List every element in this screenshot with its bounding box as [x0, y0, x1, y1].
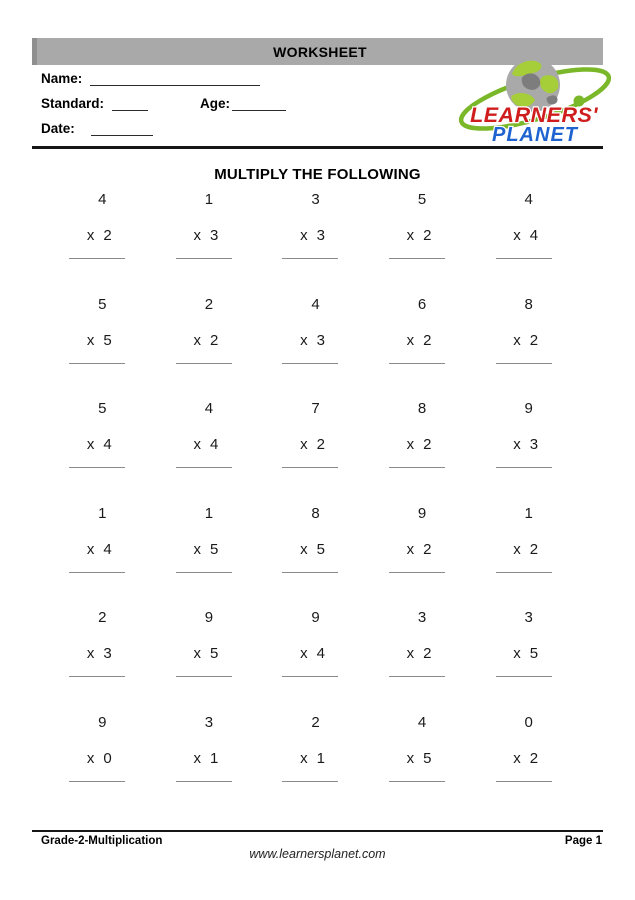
multiplicand: 7 — [311, 400, 320, 417]
multiplier-row — [407, 226, 432, 246]
multiplicand: 2 — [98, 609, 107, 626]
problem-cell — [364, 608, 471, 713]
multiplier-row — [87, 540, 112, 560]
multiplicand: 1 — [524, 504, 533, 522]
problem-cell — [257, 295, 364, 400]
multiplicand: 2 — [204, 295, 214, 313]
multiplier-row — [193, 749, 218, 769]
multiplier: 5 — [209, 645, 219, 662]
multiplicand: 3 — [524, 609, 533, 626]
problem-cell — [257, 504, 364, 609]
multiplier: 5 — [529, 645, 539, 662]
problem-cell — [470, 295, 577, 400]
answer-line — [389, 676, 445, 677]
multiplicand: 9 — [98, 713, 107, 731]
multiplier-row — [300, 226, 325, 246]
multiply-sign: x — [513, 645, 521, 662]
problem-cell — [151, 504, 258, 609]
age-label: Age: — [200, 96, 231, 111]
multiply-sign: x — [193, 645, 201, 662]
multiply-sign: x — [406, 749, 415, 767]
problem-cell — [470, 399, 577, 504]
answer-line — [282, 363, 338, 364]
multiply-sign: x — [193, 749, 201, 767]
multiplier: 3 — [316, 227, 325, 244]
age-blank-line — [232, 95, 286, 111]
multiplicand: 1 — [98, 504, 107, 522]
multiplicand: 8 — [524, 295, 533, 313]
multiply-sign: x — [300, 749, 308, 767]
multiplier-row — [300, 749, 325, 769]
standard-age-field-row — [41, 94, 286, 111]
multiplier: 2 — [423, 227, 432, 244]
multiplier: 2 — [529, 331, 539, 349]
answer-line — [69, 467, 125, 468]
multiplier: 4 — [103, 540, 112, 558]
multiplier-row — [407, 540, 432, 560]
answer-line — [176, 676, 232, 677]
answer-line — [389, 467, 445, 468]
answer-line — [282, 781, 338, 782]
multiply-sign: x — [86, 749, 95, 767]
answer-line — [176, 781, 232, 782]
footer-divider-rule — [32, 830, 603, 832]
multiplier-row — [513, 226, 538, 246]
name-blank-line — [90, 70, 260, 86]
answer-line — [389, 781, 445, 782]
multiplier: 4 — [103, 436, 112, 453]
worksheet-header-title: WORKSHEET — [273, 43, 367, 60]
multiplier: 5 — [209, 540, 219, 558]
multiply-sign: x — [406, 227, 415, 244]
multiplier: 2 — [209, 331, 219, 349]
multiplicand: 5 — [98, 295, 107, 313]
multiplier-row — [300, 540, 325, 560]
multiplicand: 9 — [524, 400, 533, 417]
multiply-sign: x — [193, 436, 201, 453]
multiply-sign: x — [193, 540, 201, 558]
standard-blank-line — [112, 95, 148, 111]
problem-cell — [364, 504, 471, 609]
answer-line — [282, 467, 338, 468]
answer-line — [389, 572, 445, 573]
problem-cell — [44, 399, 151, 504]
multiplier-row — [407, 749, 432, 769]
multiplicand: 3 — [311, 191, 320, 208]
problem-cell — [44, 295, 151, 400]
multiplicand: 4 — [311, 295, 320, 313]
multiplier: 3 — [529, 436, 539, 453]
answer-line — [496, 363, 552, 364]
multiplier: 2 — [423, 331, 432, 349]
multiply-sign: x — [86, 540, 95, 558]
multiplicand: 5 — [98, 400, 107, 417]
multiply-sign: x — [193, 331, 201, 349]
answer-line — [176, 363, 232, 364]
answer-line — [176, 572, 232, 573]
multiply-sign: x — [86, 645, 95, 662]
multiplier: 2 — [423, 436, 432, 453]
problem-cell — [470, 608, 577, 713]
multiplicand: 3 — [417, 609, 427, 626]
multiplier-row — [513, 540, 538, 560]
multiplicand: 4 — [98, 191, 107, 208]
multiplier: 5 — [423, 749, 432, 767]
multiplier: 2 — [316, 436, 325, 453]
date-field-row — [41, 119, 153, 136]
header-divider-rule — [32, 146, 603, 149]
multiplier-row — [87, 226, 112, 246]
problem-cell — [151, 295, 258, 400]
page-title: MULTIPLY THE FOLLOWING — [214, 166, 421, 183]
answer-line — [496, 781, 552, 782]
multiply-sign: x — [513, 331, 521, 349]
multiplicand: 9 — [204, 609, 214, 626]
multiplier-row — [87, 331, 112, 351]
problem-cell — [470, 713, 577, 818]
multiply-sign: x — [513, 436, 521, 453]
multiplicand: 1 — [204, 504, 214, 522]
answer-line — [496, 676, 552, 677]
problem-cell — [151, 399, 258, 504]
problem-cell — [257, 608, 364, 713]
multiplier: 2 — [103, 227, 112, 244]
learners-planet-logo — [455, 57, 615, 147]
multiplier: 2 — [423, 540, 432, 558]
multiplicand: 4 — [204, 400, 214, 417]
problem-cell — [470, 504, 577, 609]
answer-line — [389, 258, 445, 259]
answer-line — [69, 572, 125, 573]
multiply-sign: x — [300, 540, 308, 558]
multiplier-row — [193, 435, 218, 455]
multiplier-row — [513, 435, 538, 455]
multiply-sign: x — [513, 540, 521, 558]
problem-cell — [151, 190, 258, 295]
multiplicand: 8 — [311, 504, 320, 522]
multiplier-row — [407, 331, 432, 351]
multiplier: 0 — [103, 749, 112, 767]
multiply-sign: x — [86, 227, 95, 244]
answer-line — [282, 572, 338, 573]
multiplicand: 2 — [311, 713, 320, 731]
multiplicand: 9 — [417, 504, 427, 522]
multiplier: 3 — [103, 645, 112, 662]
problem-cell — [151, 713, 258, 818]
answer-line — [69, 363, 125, 364]
multiply-sign: x — [406, 331, 415, 349]
multiplier-row — [193, 540, 218, 560]
multiplier-row — [87, 644, 112, 664]
multiplier-row — [407, 435, 432, 455]
multiplier: 2 — [529, 749, 539, 767]
multiplier-row — [513, 331, 538, 351]
answer-line — [69, 781, 125, 782]
multiply-sign: x — [300, 436, 308, 453]
problem-cell — [44, 713, 151, 818]
multiplicand: 3 — [204, 713, 214, 731]
multiply-sign: x — [193, 227, 201, 244]
date-blank-line — [91, 120, 153, 136]
answer-line — [389, 363, 445, 364]
problem-cell — [44, 504, 151, 609]
problem-cell — [257, 190, 364, 295]
logo-text-planet: PLANET — [492, 124, 578, 146]
multiplicand: 6 — [417, 295, 427, 313]
problem-cell — [364, 190, 471, 295]
multiplier: 2 — [529, 540, 539, 558]
multiplier-row — [513, 749, 538, 769]
multiplier: 3 — [316, 331, 325, 349]
multiply-sign: x — [513, 749, 521, 767]
multiplier: 4 — [529, 227, 539, 244]
multiplier-row — [300, 644, 325, 664]
footer-website: www.learnersplanet.com — [249, 847, 386, 861]
multiply-sign: x — [300, 645, 308, 662]
multiplier: 1 — [316, 749, 325, 767]
multiply-sign: x — [406, 436, 415, 453]
multiply-sign: x — [86, 436, 95, 453]
multiplier: 4 — [316, 645, 325, 662]
multiplier-row — [193, 226, 218, 246]
answer-line — [176, 258, 232, 259]
problem-cell — [151, 608, 258, 713]
multiplier: 5 — [316, 540, 325, 558]
answer-line — [69, 258, 125, 259]
name-field-row — [41, 69, 260, 86]
multiplier-row — [193, 331, 218, 351]
problem-cell — [44, 608, 151, 713]
multiplicand: 0 — [524, 713, 533, 731]
multiplier: 5 — [103, 331, 112, 349]
multiplier-row — [407, 644, 432, 664]
answer-line — [282, 258, 338, 259]
multiply-sign: x — [86, 331, 95, 349]
answer-line — [496, 467, 552, 468]
multiply-sign: x — [406, 645, 415, 662]
multiplicand: 8 — [417, 400, 427, 417]
multiplier-row — [513, 644, 538, 664]
answer-line — [69, 676, 125, 677]
answer-line — [496, 258, 552, 259]
multiplicand: 5 — [417, 191, 427, 208]
problem-cell — [470, 190, 577, 295]
multiplicand: 4 — [524, 191, 533, 208]
answer-line — [282, 676, 338, 677]
multiply-sign: x — [513, 227, 521, 244]
logo-text-learners: LEARNERS' — [470, 103, 598, 127]
multiplier-row — [193, 644, 218, 664]
multiply-sign: x — [300, 227, 308, 244]
name-label: Name: — [41, 71, 83, 86]
problems-grid — [44, 190, 577, 817]
answer-line — [496, 572, 552, 573]
footer-document-name: Grade-2-Multiplication — [41, 835, 163, 847]
problem-cell — [257, 713, 364, 818]
problem-cell — [44, 190, 151, 295]
footer-page-number: Page 1 — [564, 835, 602, 847]
problem-cell — [257, 399, 364, 504]
multiplicand: 4 — [417, 713, 427, 731]
problem-cell — [364, 295, 471, 400]
multiplicand: 9 — [311, 609, 320, 626]
problem-cell — [364, 713, 471, 818]
date-label: Date: — [41, 121, 75, 136]
multiplier-row — [87, 749, 112, 769]
multiplier: 4 — [209, 436, 219, 453]
standard-label: Standard: — [41, 96, 105, 111]
multiplier-row — [87, 435, 112, 455]
multiplier: 2 — [423, 645, 432, 662]
problem-cell — [364, 399, 471, 504]
multiplicand: 1 — [204, 191, 214, 208]
multiplier-row — [300, 435, 325, 455]
multiply-sign: x — [406, 540, 415, 558]
multiply-sign: x — [300, 331, 308, 349]
answer-line — [176, 467, 232, 468]
multiplier: 1 — [209, 749, 219, 767]
multiplier-row — [300, 331, 325, 351]
multiplier: 3 — [209, 227, 219, 244]
